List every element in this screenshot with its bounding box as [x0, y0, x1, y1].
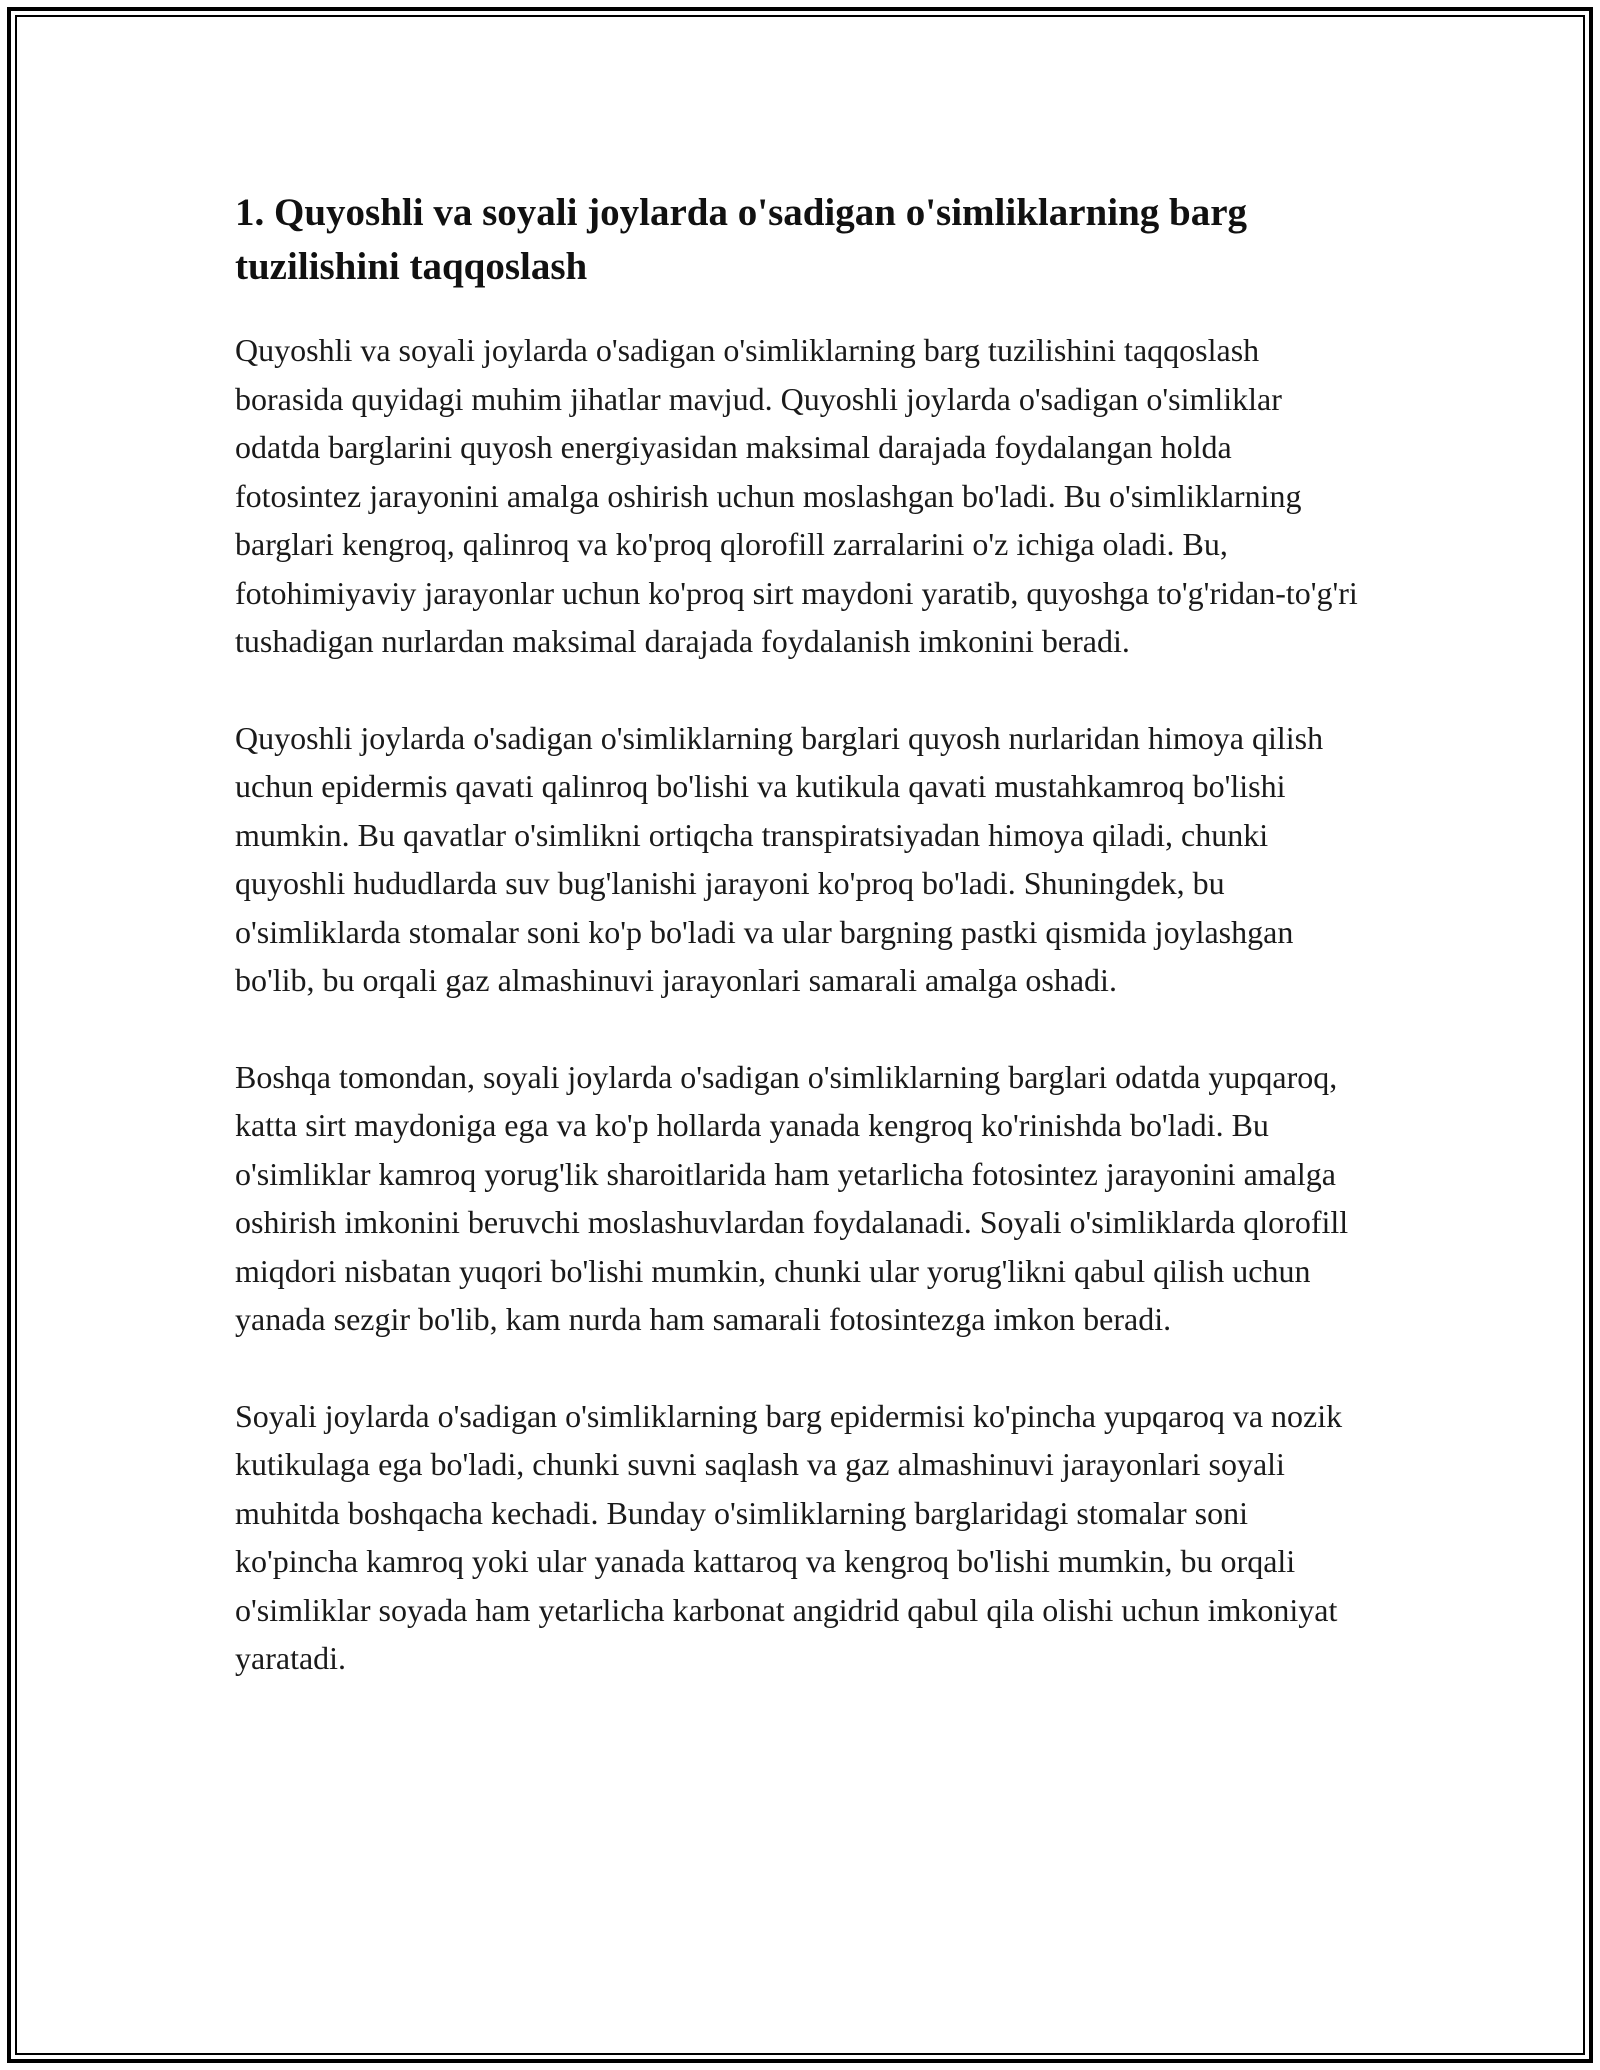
paragraph-4: Soyali joylarda o'sadigan o'simliklarning barg epidermisi ko'pincha yupqaroq va nozik kutikulaga ega bo'ladi, chunki suvni saqlash va gaz almashinuvi jarayonlari soyali muhitda boshqacha kechadi. Bunday o'simliklarning barglaridagi stomalar soni ko'pincha kamroq yoki ular yanada kattaroq va kengroq bo'lishi mumkin, bu orqali o'simliklar soyada ham yetarlicha karbonat angidrid qabul qila olishi uchun imkoniyat yaratadi. — [235, 1397, 1343, 1676]
paragraph-3: Boshqa tomondan, soyali joylarda o'sadigan o'simliklarning barglari odatda yupqaroq, katta sirt maydoniga ega va ko'p hollarda yanada kengroq ko'rinishda bo'ladi. Bu o'simliklar kamroq yorug'lik sharoitlarida ham yetarlicha fotosintez jarayonini amalga oshirish imkonini beruvchi moslashuvlardan foydalanadi. Soyali o'simliklarda qlorofill miqdori nisbatan yuqori bo'lishi mumkin, chunki ular yorug'likni qabul qilish uchun yanada sezgir bo'lib, kam nurda ham samarali fotosintezga imkon beradi. — [235, 1058, 1349, 1337]
paragraph-2: Quyoshli joylarda o'sadigan o'simliklarning barglari quyosh nurlaridan himoya qilish uchun epidermis qavati qalinroq bo'lishi va kutikula qavati mustahkamroq bo'lishi mumkin. Bu qavatlar o'simlikni ortiqcha transpiratsiyadan himoya qiladi, chunki quyoshli hududlarda suv bug'lanishi jarayoni ko'proq bo'ladi. Shuningdek, bu o'simliklarda stomalar soni ko'p bo'ladi va ular bargning pastki qismida joylashgan bo'lib, bu orqali gaz almashinuvi jarayonlari samarali amalga oshadi. — [235, 719, 1324, 998]
document-body — [235, 186, 1365, 1683]
section-heading: 1. Quyoshli va soyali joylarda o'sadigan o'simliklarning barg tuzilishini taqqoslash — [235, 191, 1248, 288]
paragraph-1: Quyoshli va soyali joylarda o'sadigan o'simliklarning barg tuzilishini taqqoslash borasida quyidagi muhim jihatlar mavjud. Quyoshli joylarda o'sadigan o'simliklar odatda barglarini quyosh energiyasidan maksimal darajada foydalangan holda fotosintez jarayonini amalga oshirish uchun moslashgan bo'ladi. Bu o'simliklarning barglari kengroq, qalinroq va ko'proq qlorofill zarralarini o'z ichiga oladi. Bu, fotohimiyaviy jarayonlar uchun ko'proq sirt maydoni yaratib, quyoshga to'g'ridan-to'g'ri tushadigan nurlardan maksimal darajada foydalanish imkonini beradi. — [235, 332, 1358, 659]
